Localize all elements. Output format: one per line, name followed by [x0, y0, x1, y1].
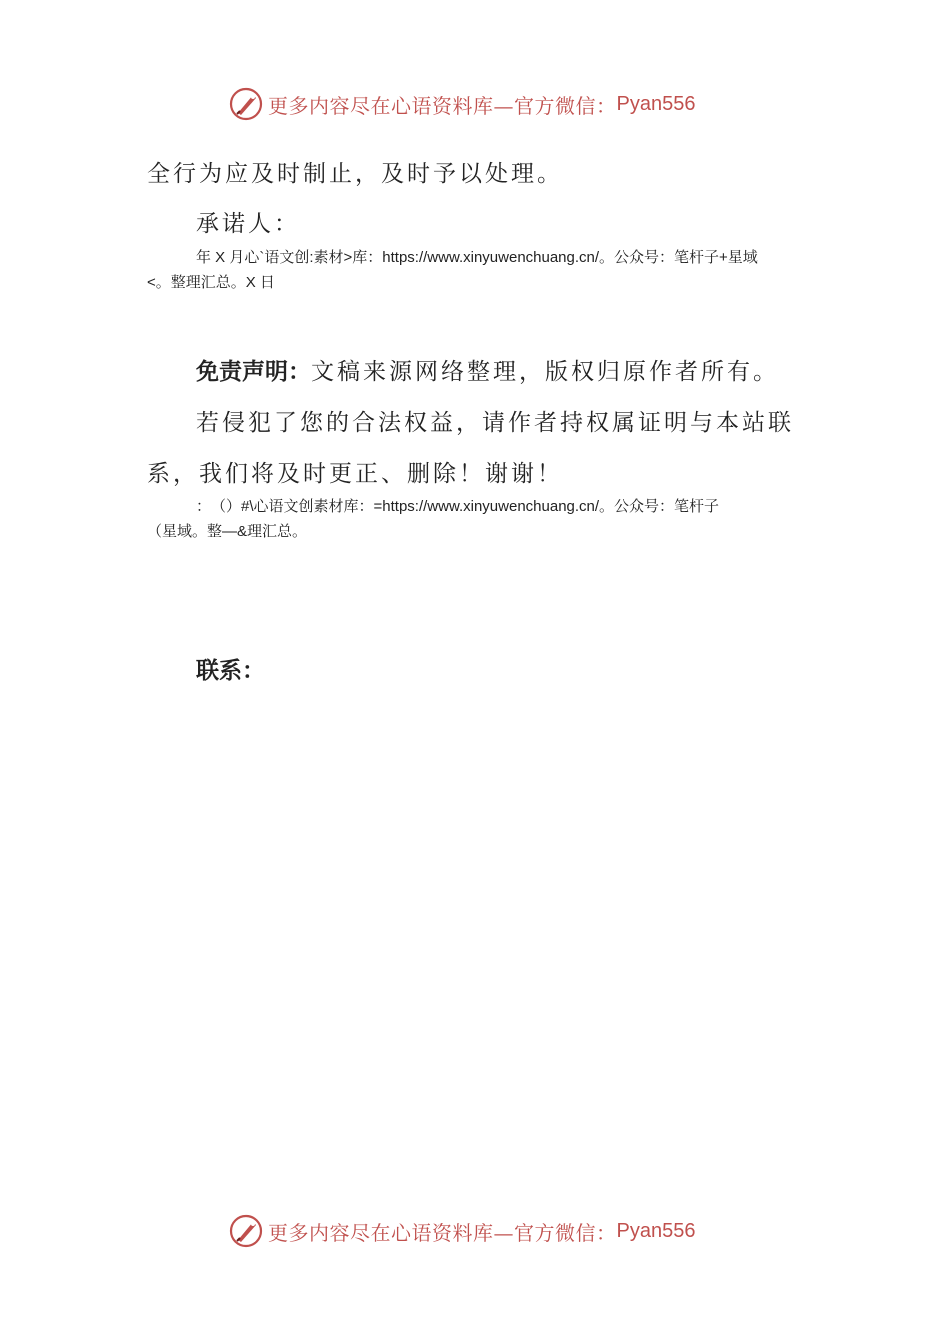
header-banner-wechat-id: Pyan556 — [616, 92, 696, 115]
footer-banner-wechat-id: Pyan556 — [616, 1219, 696, 1242]
promisor-label: 承诺人： — [196, 211, 300, 237]
contact-label: 联系： — [196, 658, 265, 684]
source-note-1a: 年 X 月心`语文创:素材>库：https://www.xinyuwenchuang.cn/。公众号：笔杆子+星域 — [196, 249, 758, 266]
body-line-1: 全行为应及时制止，及时予以处理。 — [147, 161, 563, 187]
body-line-4: 若侵犯了您的合法权益，请作者持权属证明与本站联 — [196, 410, 794, 436]
disclaimer-label: 免责声明： — [196, 359, 311, 385]
body-line-5: 系，我们将及时更正、删除！谢谢！ — [147, 461, 563, 487]
source-note-2a: ： （）#\心语文创素材库：=https://www.xinyuwenchuang.cn/。公众号：笔杆子 — [196, 498, 720, 515]
source-note-2b: （星域。整—&理汇总。 — [147, 523, 308, 540]
disclaimer-text: 文稿来源网络整理，版权归原作者所有。 — [311, 359, 779, 385]
disclaimer-line — [196, 353, 805, 386]
footer-banner — [228, 1211, 695, 1251]
header-banner — [228, 84, 695, 124]
source-note-1b: <。整理汇总。X 日 — [147, 274, 275, 291]
footer-banner-text: 更多内容尽在心语资料库—官方微信： — [268, 1220, 617, 1245]
quill-pen-logo-icon — [228, 86, 264, 122]
quill-pen-logo-icon — [228, 1213, 264, 1249]
header-banner-text: 更多内容尽在心语资料库—官方微信： — [268, 93, 617, 118]
